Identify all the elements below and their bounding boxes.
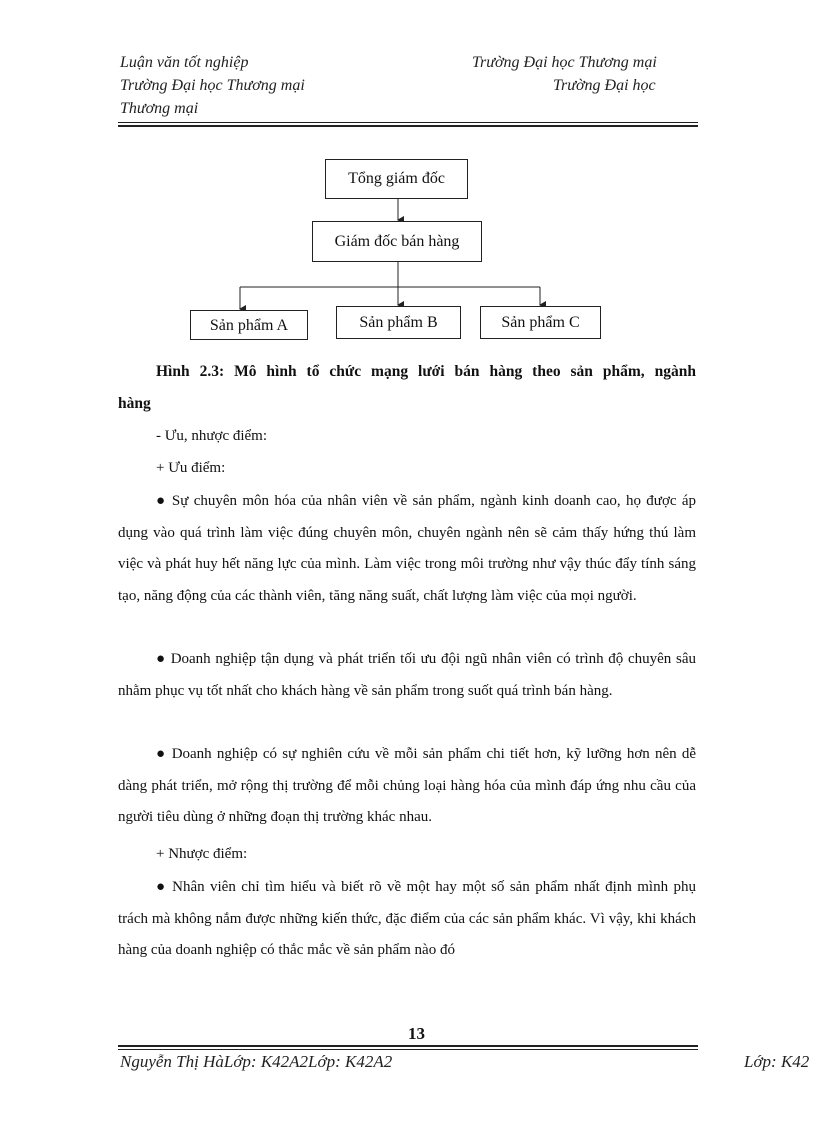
cons-heading: + Nhược điểm: — [156, 846, 248, 862]
paragraph-pro-1: ● Sự chuyên môn hóa của nhân viên về sản phẩm, ngành kinh doanh cao, họ được áp dụng vào quá trình làm việc đúng chuyên môn, chuyên ngành nên sẽ cảm thấy hứng thú làm việc và phát huy hết năng lực của mình. Làm việc trong môi trường như vậy thúc đẩy tính sáng tạo, năng động của các thành viên, tăng năng suất, chất lượng làm việc của mọi người. — [118, 493, 696, 604]
header-left-3: Thương mại — [120, 100, 199, 117]
footer-rule-bottom — [118, 1049, 698, 1050]
paragraph-con-1: ● Nhân viên chỉ tìm hiểu và biết rõ về một hay một số sản phẩm nhất định mình phụ trách mà không nắm được những kiến thức, đặc điểm của các sản phẩm khác. Vì vậy, khi khách hàng của doanh nghiệp có thắc mắc về sản phẩm nào đó — [118, 879, 696, 959]
pros-heading: + Ưu điểm: — [156, 460, 226, 476]
box-product-c: Sản phẩm C — [480, 306, 601, 339]
box-sales-director: Giám đốc bán hàng — [312, 221, 482, 262]
footer-rule-top — [118, 1045, 698, 1047]
header-left-2: Trường Đại học Thương mại — [120, 77, 305, 94]
box-product-a: Sản phẩm A — [190, 310, 308, 340]
header-right-1: Trường Đại học Thương mại — [472, 54, 657, 71]
footer-right: Lớp: K42 — [744, 1052, 810, 1071]
header-left-1: Luận văn tốt nghiệp — [120, 54, 249, 71]
paragraph-pro-2: ● Doanh nghiệp tận dụng và phát triển tối ưu đội ngũ nhân viên có trình độ chuyên sâu nhằm phục vụ tốt nhất cho khách hàng về sản phẩm trong suốt quá trình bán hàng. — [118, 651, 696, 699]
footer-left: Nguyễn Thị HàLớp: K42A2Lớp: K42A2 — [120, 1052, 393, 1071]
pros-cons-heading: - Ưu, nhược điểm: — [156, 428, 268, 444]
box-product-b: Sản phẩm B — [336, 306, 461, 339]
header-right-2: Trường Đại học — [553, 77, 656, 94]
paragraph-pro-3: ● Doanh nghiệp có sự nghiên cứu về mỗi sản phẩm chi tiết hơn, kỹ lưỡng hơn nên dễ dàng phát triển, mở rộng thị trường để mỗi chủng loại hàng hóa của mình đáp ứng nhu cầu của người tiêu dùng ở những đoạn thị trường khác nhau. — [118, 746, 696, 826]
figure-caption-line2: hàng — [118, 395, 151, 412]
box-general-director: Tổng giám đốc — [325, 159, 468, 199]
figure-caption-line1: Hình 2.3: Mô hình tổ chức mạng lưới bán hàng theo sản phẩm, ngành — [156, 363, 696, 380]
page-number: 13 — [408, 1024, 425, 1043]
